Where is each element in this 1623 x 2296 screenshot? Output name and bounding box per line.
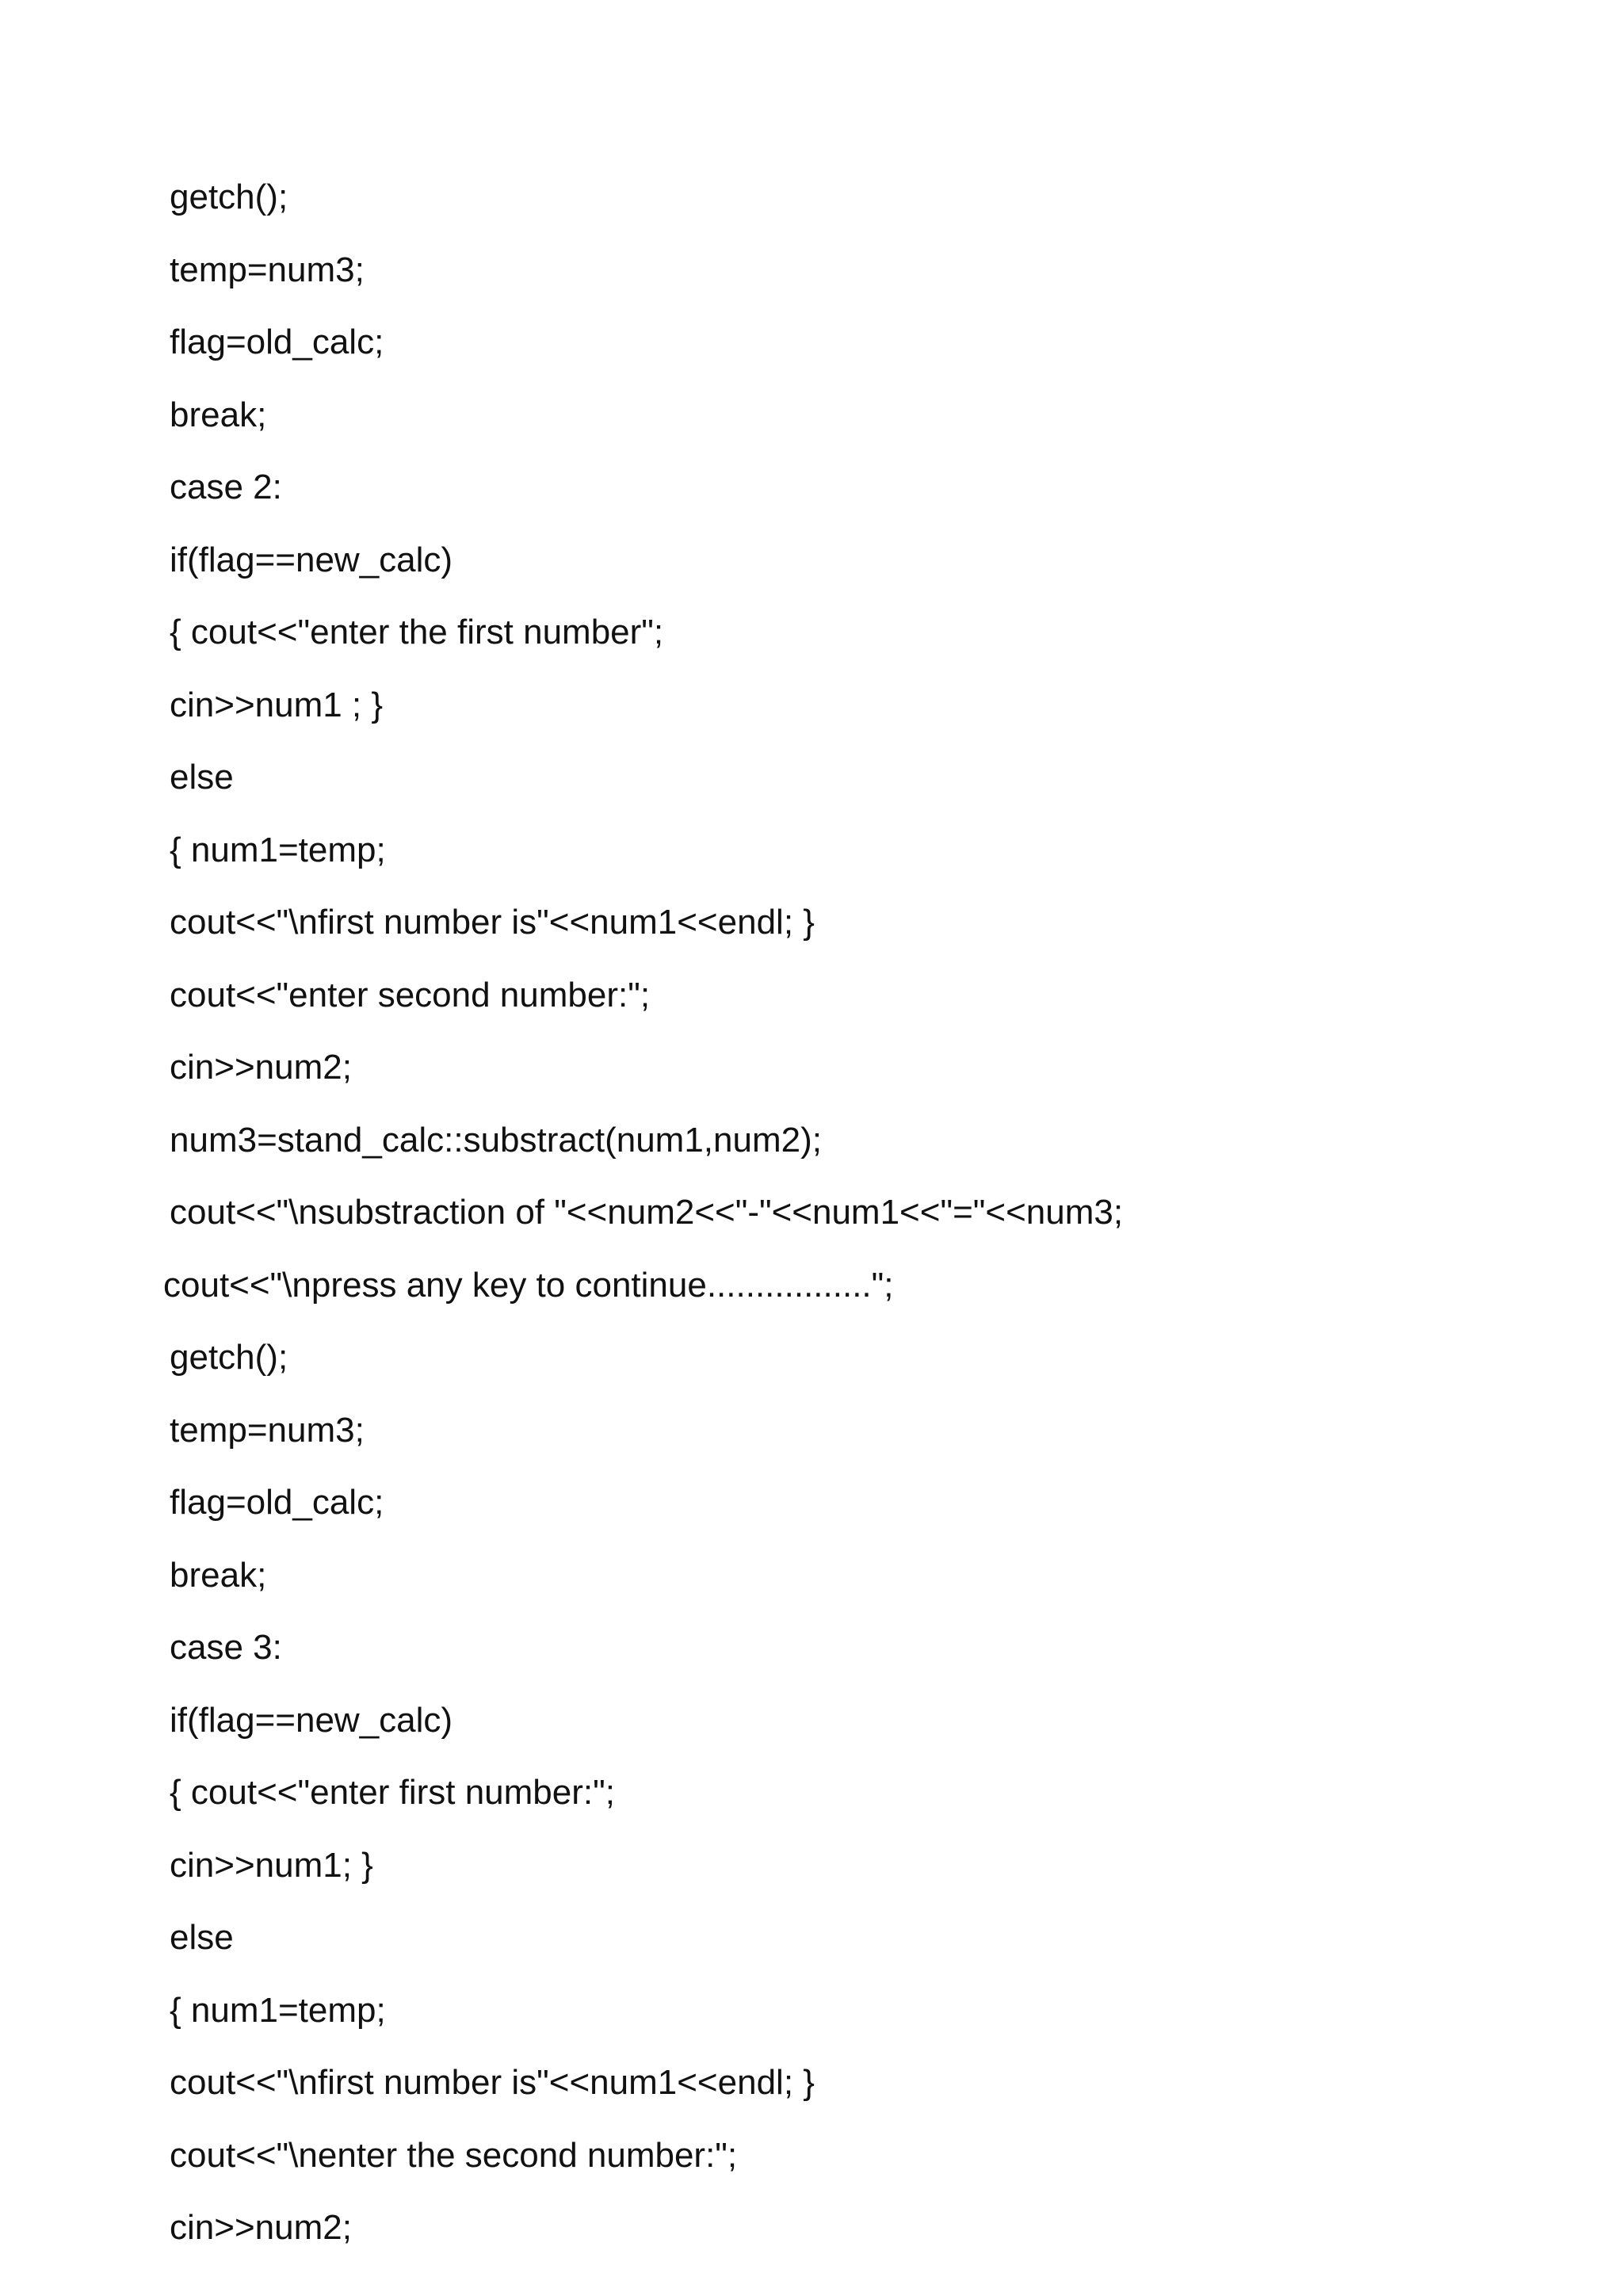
code-line: flag=old_calc; bbox=[170, 1483, 384, 1522]
code-line: { cout<<"enter the first number"; bbox=[170, 613, 664, 651]
code-line: cin>>num2; bbox=[170, 1048, 352, 1087]
code-line: cin>>num1; } bbox=[170, 1845, 373, 1885]
code-line: num3=stand_calc::substract(num1,num2); bbox=[170, 1120, 822, 1159]
code-line: break; bbox=[170, 395, 267, 434]
code-line: case 2: bbox=[170, 468, 282, 506]
code-line: else bbox=[170, 758, 234, 797]
code-line: if(flag==new_calc) bbox=[170, 1700, 453, 1740]
code-line: { num1=temp; bbox=[170, 1990, 386, 2030]
code-listing bbox=[163, 170, 1124, 2273]
code-line: if(flag==new_calc) bbox=[170, 540, 453, 579]
code-line: cout<<"enter second number:"; bbox=[170, 975, 651, 1014]
code-line: cin>>num2; bbox=[170, 2208, 352, 2247]
code-line: { num1=temp; bbox=[170, 830, 386, 869]
code-line: { cout<<"enter first number:"; bbox=[170, 1773, 615, 1812]
code-line: temp=num3; bbox=[170, 250, 365, 289]
code-line: cin>>num1 ; } bbox=[170, 685, 384, 724]
code-line: break; bbox=[170, 1555, 267, 1595]
code-line: else bbox=[170, 1918, 234, 1957]
code-line: cout<<"\nsubstraction of "<<num2<<"-"<<num1<<"="<<num3; bbox=[170, 1193, 1124, 1232]
code-line: cout<<"\nfirst number is"<<num1<<endl; } bbox=[170, 2063, 815, 2102]
code-line: cout<<"\nfirst number is"<<num1<<endl; } bbox=[170, 903, 815, 942]
code-line: flag=old_calc; bbox=[170, 323, 384, 361]
code-line: cout<<"\nenter the second number:"; bbox=[170, 2135, 738, 2175]
code-line: case 3: bbox=[170, 1628, 282, 1667]
code-line: getch(); bbox=[170, 1338, 288, 1377]
code-line: getch(); bbox=[170, 178, 288, 216]
code-line: cout<<"\npress any key to continue................."; bbox=[163, 1265, 894, 1305]
code-line: temp=num3; bbox=[170, 1410, 365, 1450]
